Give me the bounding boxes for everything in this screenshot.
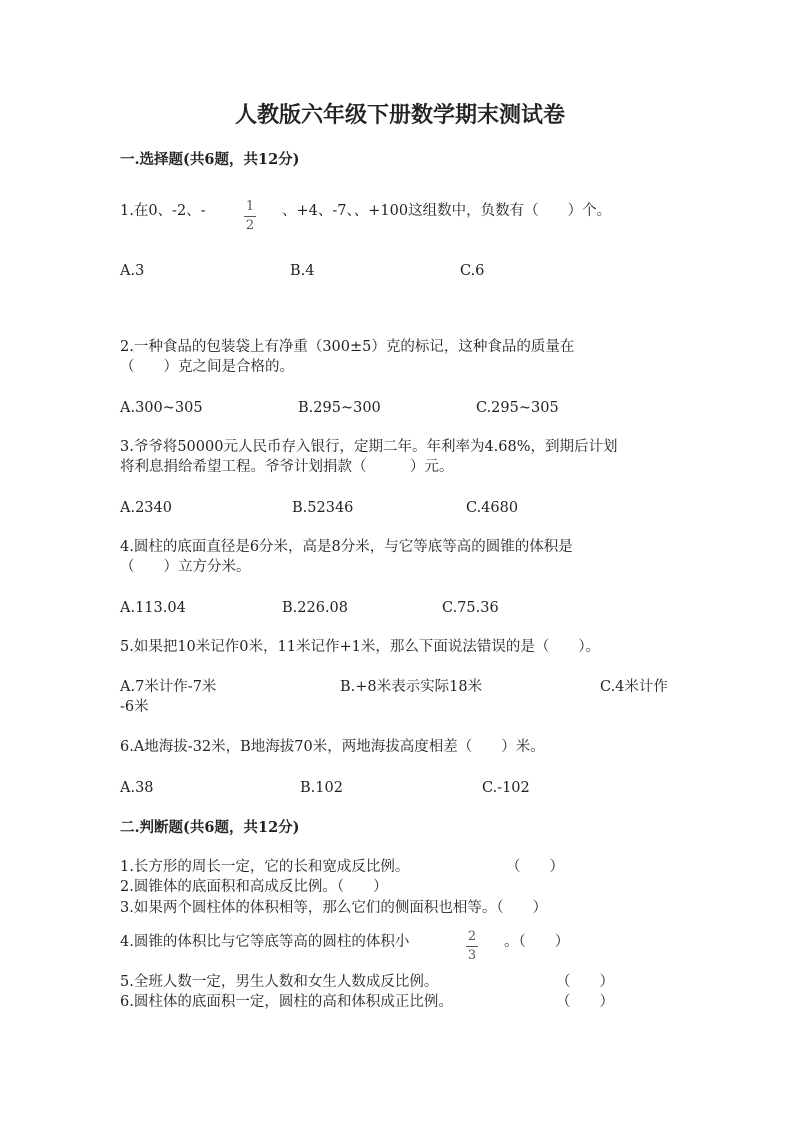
q4-option-b: B.226.08: [282, 600, 349, 616]
q2-option-a: A.300~305: [120, 400, 203, 416]
question-3-line2: 将利息捐给希望工程。爷爷计划捐款（ ）元。: [120, 459, 454, 475]
question-1-suffix: 、+4、-7、、+100这组数中，负数有（ ）个。: [282, 203, 612, 219]
fraction-denominator: 2: [245, 218, 255, 233]
q5-option-b: B.+8米表示实际18米: [340, 679, 483, 695]
q5-option-a: A.7米计作-7米: [120, 679, 217, 695]
judgement-item-4: 4.圆锥的体积比与它等底等高的圆柱的体积小: [120, 934, 410, 950]
judgement-item-4-fraction: [466, 926, 478, 963]
question-6-line1: 6.A地海拔-32米，B地海拔70米，两地海拔高度相差（ ）米。: [120, 739, 545, 755]
fraction-numerator: 1: [245, 199, 255, 214]
q6-option-a: A.38: [120, 780, 154, 796]
judgement-item-2: 2.圆锥体的底面积和高成反比例。（ ）: [120, 879, 388, 895]
q1-option-b: B.4: [290, 263, 315, 279]
q4-option-c: C.75.36: [442, 600, 499, 616]
q3-option-a: A.2340: [120, 500, 172, 516]
page-title: 人教版六年级下册数学期末测试卷: [234, 102, 565, 128]
judgement-item-6: 6.圆柱体的底面积一定，圆柱的高和体积成正比例。: [120, 994, 453, 1010]
q4-option-a: A.113.04: [120, 600, 186, 616]
section-heading-choice: 一.选择题(共6题，共12分): [120, 151, 300, 168]
judgement-item-1: 1.长方形的周长一定，它的长和宽成反比例。: [120, 859, 410, 875]
question-4-line2: （ ）立方分米。: [120, 559, 251, 575]
question-2-line1: 2.一种食品的包装袋上有净重（300±5）克的标记，这种食品的质量在: [120, 339, 575, 355]
fraction-numerator: 2: [467, 929, 477, 944]
q1-option-c: C.6: [460, 263, 485, 279]
question-3-line1: 3.爷爷将50000元人民币存入银行，定期二年。年利率为4.68%，到期后计划: [120, 439, 618, 455]
q2-option-c: C.295~305: [476, 400, 559, 416]
q5-option-c-wrap: -6米: [120, 699, 149, 715]
q6-option-b: B.102: [300, 780, 343, 796]
q5-option-c: C.4米计作: [600, 679, 668, 695]
judgement-item-4-paren: 。（ ）: [504, 934, 570, 950]
judgement-item-5-paren: （ ）: [556, 974, 614, 990]
judgement-item-1-paren: （ ）: [506, 859, 564, 875]
q6-option-c: C.-102: [482, 780, 530, 796]
q1-option-a: A.3: [120, 263, 145, 279]
question-5-line1: 5.如果把10米记作0米，11米记作+1米，那么下面说法错误的是（ ）。: [120, 639, 601, 655]
fraction-denominator: 3: [467, 948, 477, 963]
question-4-line1: 4.圆柱的底面直径是6分米，高是8分米，与它等底等高的圆锥的体积是: [120, 539, 573, 555]
judgement-item-5: 5.全班人数一定，男生人数和女生人数成反比例。: [120, 974, 439, 990]
judgement-item-6-paren: （ ）: [556, 994, 614, 1010]
q3-option-c: C.4680: [466, 500, 519, 516]
question-1-prefix: 1.在0、-2、-: [120, 203, 206, 219]
q2-option-b: B.295~300: [298, 400, 381, 416]
section-heading-judgement: 二.判断题(共6题，共12分): [120, 819, 300, 836]
fraction-bar: [466, 946, 478, 947]
question-2-line2: （ ）克之间是合格的。: [120, 359, 294, 375]
judgement-item-3: 3.如果两个圆柱体的体积相等，那么它们的侧面积也相等。（ ）: [120, 900, 548, 916]
fraction-bar: [244, 216, 256, 217]
question-1-fraction: [244, 196, 256, 233]
q3-option-b: B.52346: [292, 500, 354, 516]
